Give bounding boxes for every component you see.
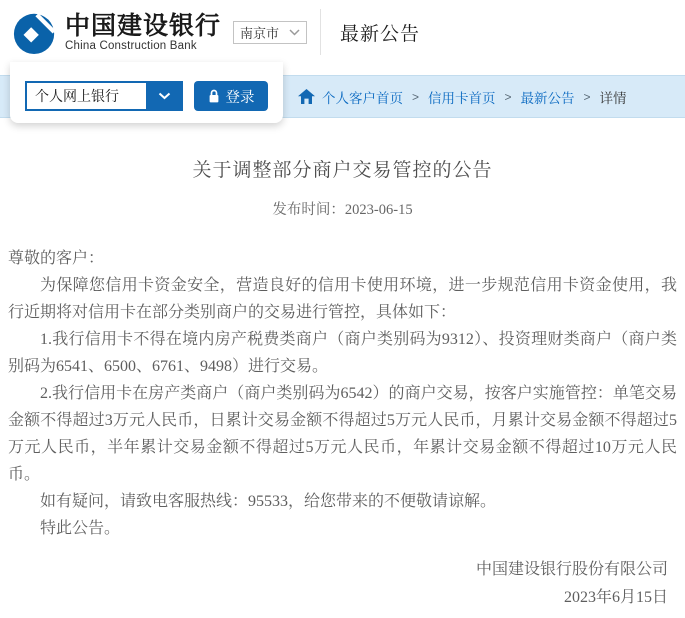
chevron-down-icon	[158, 92, 171, 100]
login-button-label: 登录	[225, 89, 255, 106]
announcement-signature	[8, 556, 677, 612]
channel-select[interactable]	[25, 81, 183, 111]
breadcrumb-current-detail: 详情	[599, 90, 627, 106]
brand-name-en: China Construction Bank	[65, 39, 197, 52]
channel-select-value: 个人网上银行	[25, 81, 146, 111]
signature-date: 2023年6月15日	[563, 589, 668, 606]
announcement	[0, 159, 685, 612]
header-divider	[320, 9, 321, 55]
announcement-paragraph: 2.我行信用卡在房产类商户（商户类别码为6542）的商户交易，按客户实施管控：单笔交易金额不得超过3万元人民币，日累计交易金额不得超过5万元人民币，月累计交易金额不得超过5万元人民币，半年累计交易金额不得超过5万元人民币，年累计交易金额不得超过10万元人民币。	[8, 385, 677, 483]
breadcrumb-separator: >	[583, 89, 591, 104]
breadcrumb-separator: >	[504, 89, 512, 104]
announcement-paragraph: 1.我行信用卡不得在境内房产税费类商户（商户类别码为9312）、投资理财类商户（商户类别码为6541、6500、6761、9498）进行交易。	[8, 331, 677, 375]
signature-company: 中国建设银行股份有限公司	[475, 561, 668, 578]
page-title: 最新公告	[340, 23, 421, 45]
announcement-title: 关于调整部分商户交易管控的公告	[192, 160, 493, 181]
breadcrumb-link-latest-notices[interactable]: 最新公告	[520, 90, 575, 106]
chevron-down-icon	[289, 29, 300, 36]
login-panel	[10, 62, 283, 123]
breadcrumb-separator: >	[412, 89, 420, 104]
announcement-paragraph: 特此公告。	[40, 520, 121, 537]
breadcrumb-link-creditcard-home[interactable]: 信用卡首页	[428, 90, 496, 106]
brand-name-zh: 中国建设银行	[65, 11, 222, 40]
ccb-logo-icon	[12, 9, 58, 55]
channel-select-dropdown-button[interactable]	[146, 81, 183, 111]
publish-time: 发布时间：2023-06-15	[272, 202, 413, 218]
announcement-paragraph: 为保障您信用卡资金安全，营造良好的信用卡使用环境，进一步规范信用卡资金使用，我行近期将对信用卡在部分类别商户的交易进行管控，具体如下：	[8, 277, 677, 321]
announcement-body	[8, 245, 677, 542]
breadcrumb	[298, 87, 627, 107]
brand-text	[65, 13, 221, 52]
announcement-paragraph: 尊敬的客户：	[8, 250, 105, 267]
city-select-value: 南京市	[240, 25, 280, 41]
home-icon[interactable]	[298, 89, 315, 104]
announcement-paragraph: 如有疑问，请致电客服热线：95533，给您带来的不便敬请谅解。	[40, 493, 497, 510]
lock-icon	[208, 89, 220, 103]
site-header	[0, 0, 685, 64]
breadcrumb-link-personal-home[interactable]: 个人客户首页	[322, 90, 403, 106]
login-button[interactable]	[194, 81, 268, 111]
city-select[interactable]	[233, 21, 307, 44]
